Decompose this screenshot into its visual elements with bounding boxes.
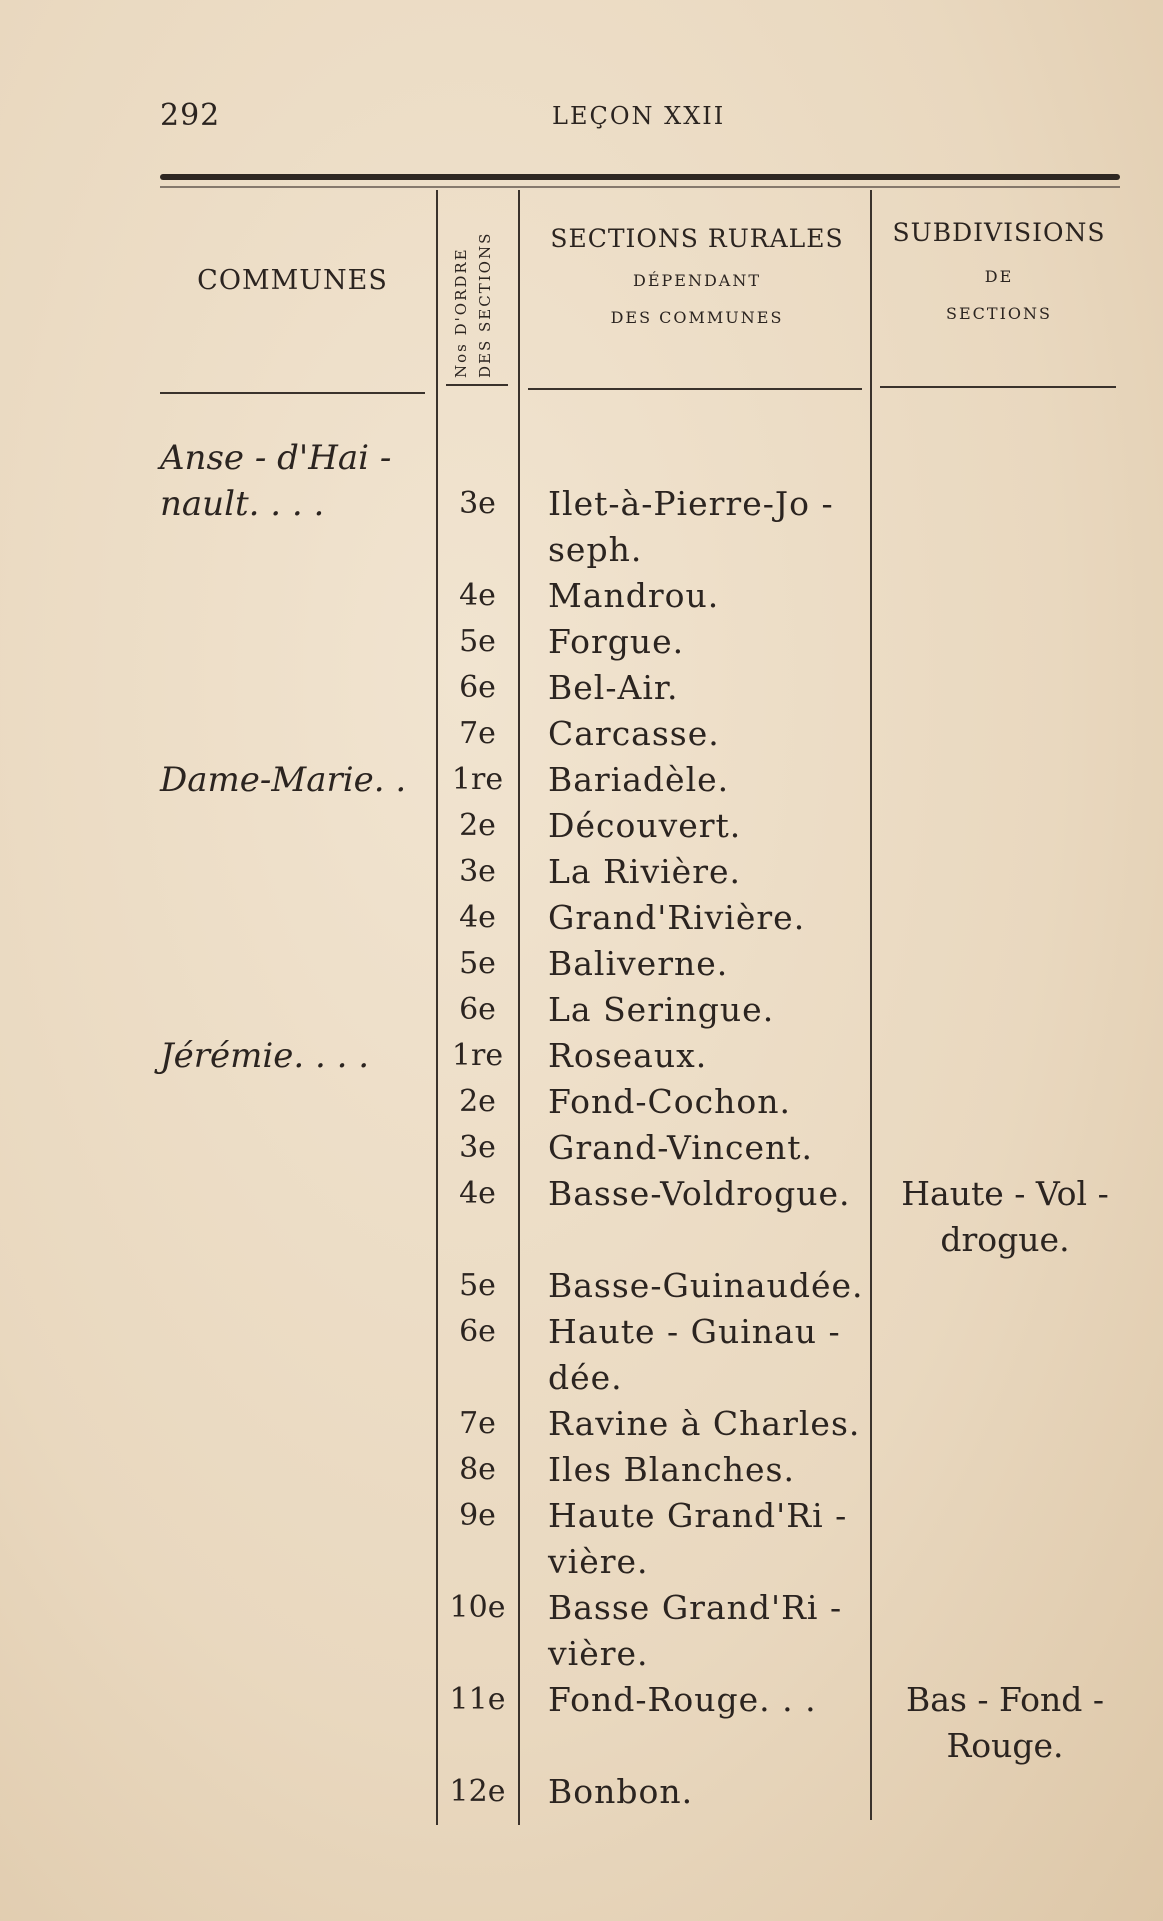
section-cell: Bonbon.	[548, 1772, 694, 1811]
order-number-cell: 10e	[449, 1590, 506, 1625]
section-cell: Grand'Rivière.	[548, 898, 806, 937]
order-number-cell: 2e	[459, 808, 496, 843]
table-row	[0, 1079, 1163, 1125]
order-number-cell: 5e	[459, 624, 496, 659]
section-cell: Haute Grand'Ri -	[548, 1496, 848, 1535]
order-number-cell: 4e	[459, 900, 496, 935]
section-cell: Grand-Vincent.	[548, 1128, 814, 1167]
section-cell: Découvert.	[548, 806, 742, 845]
header-sections-line2: DÉPENDANT	[632, 271, 761, 290]
table-row	[0, 1033, 1163, 1079]
section-cell: Fond-Cochon.	[548, 1082, 791, 1121]
header-order-line2: DES SECTIONS	[476, 231, 494, 378]
table-row	[0, 527, 1163, 573]
table-row	[0, 1769, 1163, 1815]
section-cell: Basse-Voldrogue.	[548, 1174, 851, 1213]
subdivision-cell: Rouge.	[946, 1726, 1064, 1765]
running-title: LEÇON XXII	[552, 102, 726, 130]
order-number-cell: 5e	[459, 946, 496, 981]
section-cell: vière.	[548, 1542, 649, 1581]
order-number-cell: 4e	[459, 578, 496, 613]
section-cell: Ravine à Charles.	[548, 1404, 861, 1443]
table-row	[0, 1631, 1163, 1677]
commune-cell: Dame-Marie. .	[160, 760, 407, 800]
table-row	[0, 665, 1163, 711]
header-subdiv-line2: DE	[984, 267, 1014, 286]
table-row	[0, 711, 1163, 757]
order-number-cell: 11e	[449, 1682, 506, 1717]
section-cell: Carcasse.	[548, 714, 720, 753]
section-cell: dée.	[548, 1358, 623, 1397]
header-sections-line1: SECTIONS RURALES	[550, 224, 844, 253]
order-number-cell: 3e	[459, 486, 496, 521]
section-cell: Mandrou.	[548, 576, 720, 615]
table-row	[0, 1125, 1163, 1171]
section-cell: Bariadèle.	[548, 760, 730, 799]
page-header	[160, 98, 1120, 148]
header-subdiv-line1: SUBDIVISIONS	[892, 218, 1106, 247]
section-cell: seph.	[548, 530, 643, 569]
table-row	[0, 1309, 1163, 1355]
subdivision-cell: Bas - Fond -	[906, 1680, 1104, 1719]
header-subdiv-line3: SECTIONS	[946, 304, 1052, 323]
table-row	[0, 1677, 1163, 1723]
table-row	[0, 1263, 1163, 1309]
table-row	[0, 1493, 1163, 1539]
order-number-cell: 7e	[459, 716, 496, 751]
table-row	[0, 849, 1163, 895]
table-row	[0, 895, 1163, 941]
table-row	[0, 1171, 1163, 1217]
header-order-line1: Nos D'ORDRE	[452, 247, 470, 378]
table-row	[0, 1585, 1163, 1631]
table-row	[0, 1355, 1163, 1401]
table-row	[0, 619, 1163, 665]
table-row	[0, 1723, 1163, 1769]
section-cell: Fond-Rouge. . .	[548, 1680, 817, 1719]
order-number-cell: 8e	[459, 1452, 496, 1487]
order-number-cell: 4e	[459, 1176, 496, 1211]
header-rule-thick	[160, 174, 1120, 180]
order-number-cell: 6e	[459, 670, 496, 705]
section-cell: vière.	[548, 1634, 649, 1673]
header-subdivisions	[875, 218, 1123, 323]
commune-cell: Jérémie. . . .	[160, 1036, 370, 1076]
table-row	[0, 573, 1163, 619]
section-cell: Basse Grand'Ri -	[548, 1588, 843, 1627]
section-cell: Haute - Guinau -	[548, 1312, 841, 1351]
header-underline-order	[446, 384, 508, 386]
order-number-cell: 6e	[459, 1314, 496, 1349]
order-number-cell: 5e	[459, 1268, 496, 1303]
header-order	[440, 200, 515, 380]
table-row	[0, 1539, 1163, 1585]
table-row	[0, 435, 1163, 481]
section-cell: Bel-Air.	[548, 668, 679, 707]
order-number-cell: 3e	[459, 1130, 496, 1165]
table-row	[0, 1447, 1163, 1493]
order-number-cell: 9e	[459, 1498, 496, 1533]
section-cell: Roseaux.	[548, 1036, 708, 1075]
section-cell: Ilet-à-Pierre-Jo -	[548, 484, 834, 523]
header-underline-communes	[160, 392, 425, 394]
section-cell: La Seringue.	[548, 990, 775, 1029]
table-row	[0, 1217, 1163, 1263]
page-number: 292	[160, 98, 221, 133]
table-row	[0, 941, 1163, 987]
order-number-cell: 12e	[449, 1774, 506, 1809]
section-cell: Baliverne.	[548, 944, 729, 983]
header-rule-thin	[160, 186, 1120, 188]
commune-cell: nault. . . .	[160, 484, 325, 524]
order-number-cell: 2e	[459, 1084, 496, 1119]
order-number-cell: 6e	[459, 992, 496, 1027]
section-cell: Forgue.	[548, 622, 685, 661]
order-number-cell: 3e	[459, 854, 496, 889]
table-row	[0, 803, 1163, 849]
table-row	[0, 987, 1163, 1033]
header-underline-sections	[528, 388, 862, 390]
table-row	[0, 757, 1163, 803]
commune-cell: Anse - d'Hai -	[160, 438, 392, 478]
header-underline-subdivisions	[880, 386, 1116, 388]
subdivision-cell: drogue.	[940, 1220, 1070, 1259]
table-row	[0, 481, 1163, 527]
section-cell: La Rivière.	[548, 852, 741, 891]
header-sections-line3: DES COMMUNES	[610, 308, 784, 327]
header-sections	[522, 224, 872, 327]
order-number-cell: 1re	[451, 1038, 504, 1073]
order-number-cell: 7e	[459, 1406, 496, 1441]
order-number-cell: 1re	[451, 762, 504, 797]
table-row	[0, 1401, 1163, 1447]
subdivision-cell: Haute - Vol -	[901, 1174, 1109, 1213]
section-cell: Basse-Guinaudée.	[548, 1266, 864, 1305]
section-cell: Iles Blanches.	[548, 1450, 795, 1489]
header-communes: COMMUNES	[197, 265, 388, 296]
